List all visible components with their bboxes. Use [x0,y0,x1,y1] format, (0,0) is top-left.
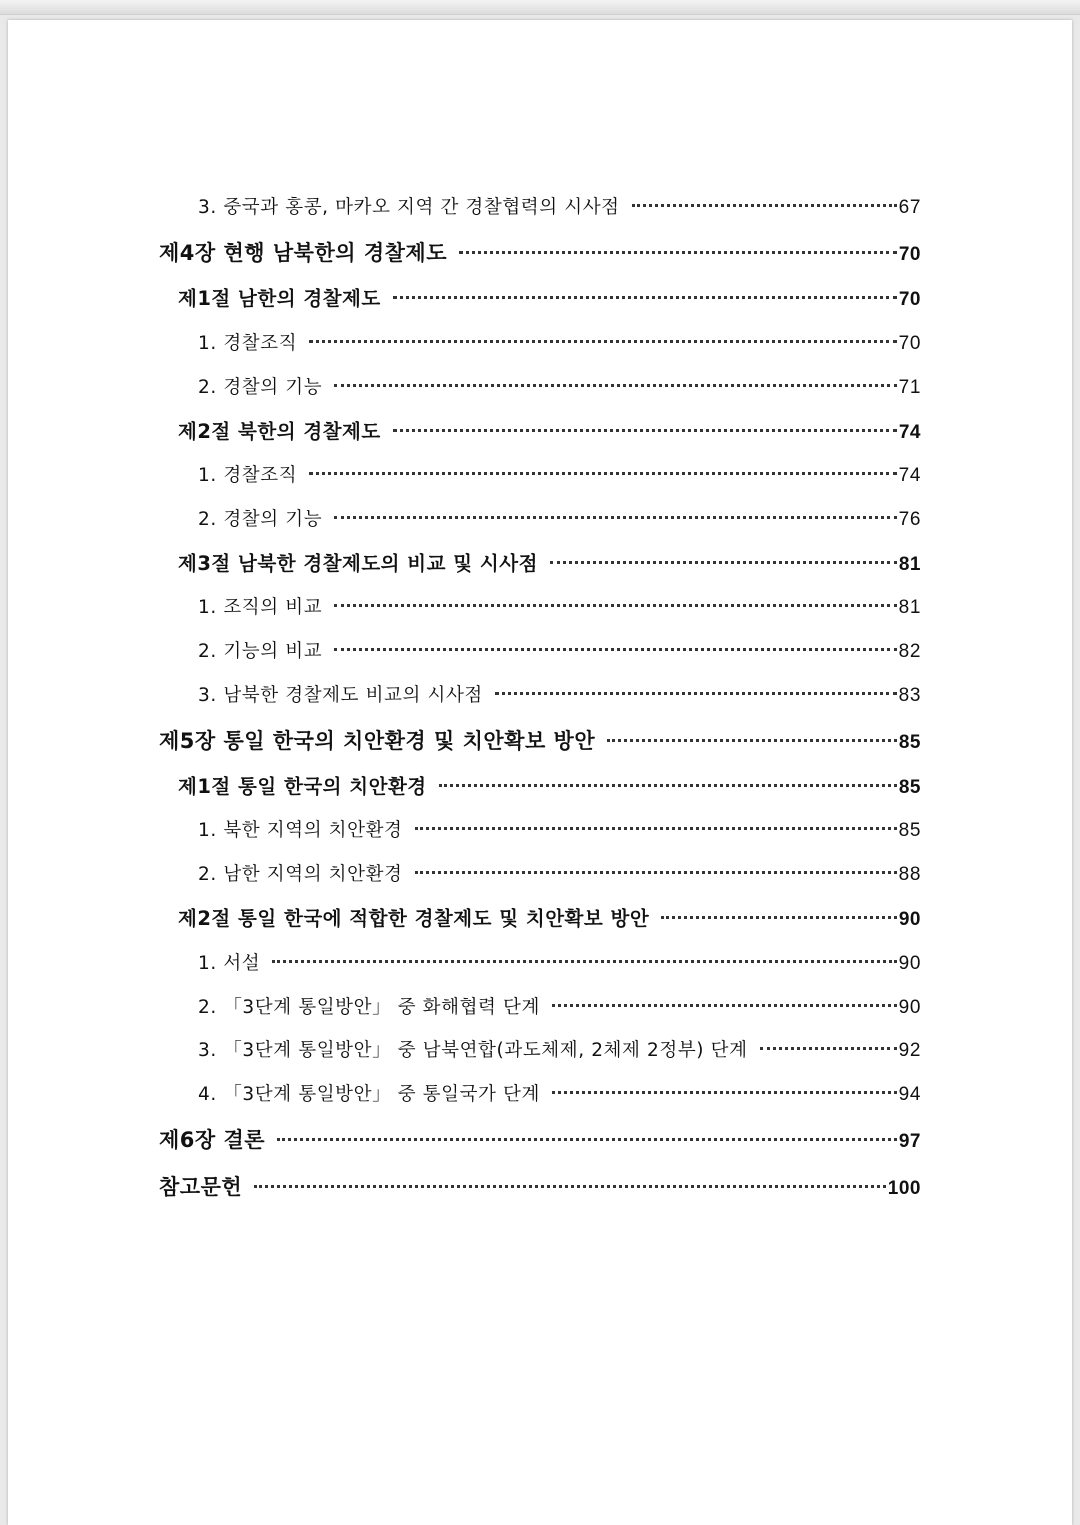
dot-leader [254,1185,886,1188]
toc-entry-section[interactable] [178,417,921,447]
dot-leader [415,827,897,830]
toc-entry-item[interactable] [198,193,921,223]
toc-entry-chapter[interactable] [159,1125,921,1155]
viewer-top-edge [0,0,1080,15]
dot-leader [607,739,897,742]
dot-leader [439,784,897,787]
toc-entry-section[interactable] [178,904,921,934]
dot-leader [309,472,896,475]
toc-entry-label: 1. 서설 [198,953,261,974]
toc-entry-page-number: 85 [898,820,921,841]
toc-entry-label: 2. 기능의 비교 [198,641,323,662]
dot-leader [661,916,897,919]
toc-entry-page-number: 90 [898,909,921,930]
toc-entry-label: 1. 북한 지역의 치안환경 [198,820,403,841]
toc-entry-page-number: 90 [898,997,921,1018]
dot-leader [277,1138,897,1141]
toc-entry-item[interactable] [198,373,921,403]
document-page [8,20,1072,1525]
toc-entry-section[interactable] [178,284,921,314]
toc-entry-page-number: 74 [898,465,921,486]
toc-entry-label: 제1절 남한의 경찰제도 [178,287,381,310]
toc-entry-page-number: 92 [898,1040,921,1061]
toc-entry-page-number: 81 [898,554,921,575]
toc-entry-section[interactable] [178,772,921,802]
toc-entry-item[interactable] [198,461,921,491]
toc-entry-page-number: 81 [898,597,921,618]
dot-leader [393,296,897,299]
toc-entry-label: 제2절 통일 한국에 적합한 경찰제도 및 치안확보 방안 [178,907,650,930]
dot-leader [309,340,896,343]
dot-leader [550,561,897,564]
toc-entry-label: 1. 조직의 비교 [198,597,323,618]
dot-leader [334,384,896,387]
dot-leader [334,516,896,519]
dot-leader [459,251,897,254]
toc-entry-page-number: 83 [898,685,921,706]
toc-entry-label: 1. 경찰조직 [198,333,298,354]
dot-leader [552,1091,897,1094]
toc-entry-label: 2. 경찰의 기능 [198,377,323,398]
toc-entry-page-number: 90 [898,953,921,974]
toc-entry-page-number: 76 [898,509,921,530]
toc-entry-label: 3. 남북한 경찰제도 비교의 시사점 [198,685,483,706]
toc-entry-chapter[interactable] [159,1172,921,1202]
toc-entry-label: 3. 중국과 홍콩, 마카오 지역 간 경찰협력의 시사점 [198,197,620,218]
toc-entry-page-number: 82 [898,641,921,662]
dot-leader [334,648,896,651]
toc-entry-label: 제6장 결론 [159,1128,266,1152]
toc-entry-page-number: 94 [898,1084,921,1105]
toc-entry-label: 2. 경찰의 기능 [198,509,323,530]
toc-entry-item[interactable] [198,1080,921,1110]
toc-entry-page-number: 67 [898,197,921,218]
toc-entry-chapter[interactable] [159,238,921,268]
dot-leader [272,960,896,963]
dot-leader [760,1047,897,1050]
toc-entry-label: 4. 「3단계 통일방안」 중 통일국가 단계 [198,1084,540,1105]
toc-entry-chapter[interactable] [159,726,921,756]
toc-entry-label: 2. 남한 지역의 치안환경 [198,864,403,885]
dot-leader [552,1004,897,1007]
dot-leader [632,204,897,207]
toc-entry-page-number: 70 [898,333,921,354]
toc-entry-page-number: 70 [898,244,921,265]
toc-entry-label: 참고문헌 [159,1175,243,1199]
toc-entry-page-number: 100 [887,1178,921,1199]
toc-entry-item[interactable] [198,593,921,623]
toc-entry-page-number: 88 [898,864,921,885]
toc-entry-item[interactable] [198,637,921,667]
toc-entry-item[interactable] [198,860,921,890]
toc-entry-page-number: 70 [898,289,921,310]
toc-entry-label: 제5장 통일 한국의 치안환경 및 치안확보 방안 [159,729,596,753]
toc-entry-item[interactable] [198,949,921,979]
dot-leader [393,429,897,432]
toc-entry-page-number: 97 [898,1131,921,1152]
toc-entry-page-number: 85 [898,777,921,798]
toc-entry-item[interactable] [198,816,921,846]
toc-entry-page-number: 74 [898,422,921,443]
toc-entry-section[interactable] [178,549,921,579]
toc-entry-item[interactable] [198,681,921,711]
dot-leader [334,604,896,607]
toc-entry-label: 제1절 통일 한국의 치안환경 [178,775,427,798]
toc-entry-item[interactable] [198,1036,921,1066]
toc-entry-item[interactable] [198,993,921,1023]
dot-leader [495,692,897,695]
toc-entry-page-number: 85 [898,732,921,753]
toc-entry-label: 1. 경찰조직 [198,465,298,486]
dot-leader [415,871,897,874]
toc-entry-item[interactable] [198,505,921,535]
toc-entry-page-number: 71 [898,377,921,398]
toc-entry-label: 3. 「3단계 통일방안」 중 남북연합(과도체제, 2체제 2정부) 단계 [198,1040,748,1061]
toc-entry-label: 제2절 북한의 경찰제도 [178,420,381,443]
toc-entry-label: 2. 「3단계 통일방안」 중 화해협력 단계 [198,997,540,1018]
toc-entry-item[interactable] [198,329,921,359]
toc-entry-label: 제3절 남북한 경찰제도의 비교 및 시사점 [178,552,538,575]
toc-entry-label: 제4장 현행 남북한의 경찰제도 [159,241,447,265]
